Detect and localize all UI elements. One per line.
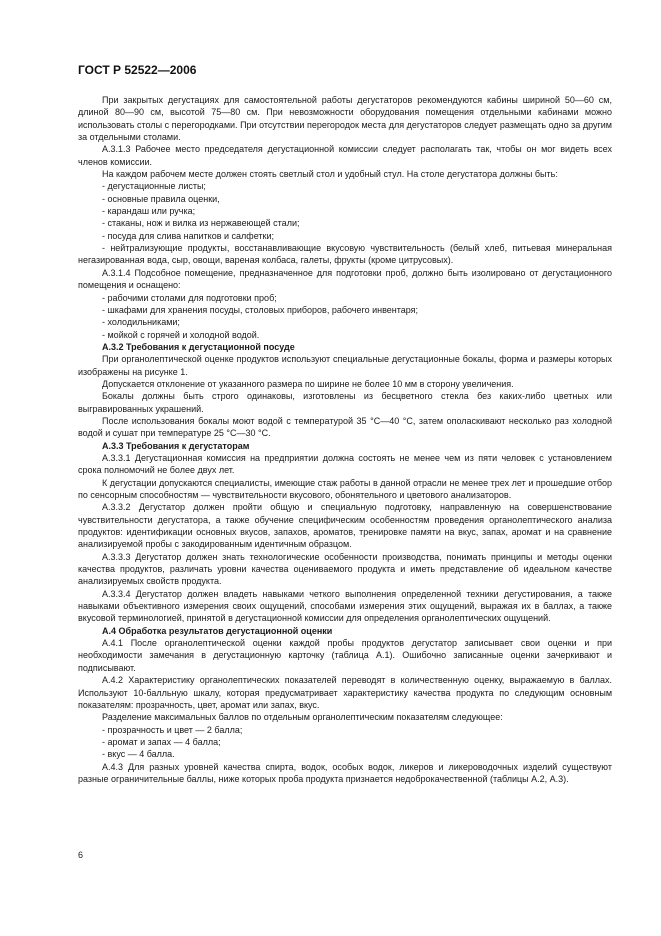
list-item: - основные правила оценки, (102, 193, 220, 204)
paragraph: А.4.3 Для разных уровней качества спирта, водок, особых водок, ликеров и ликероводочных изделий существуют разные ограничительные баллы, ниже которых проба продукта признается недоброкачественной (таблицы А.2, А.3). (78, 761, 612, 784)
paragraph: А.4.2 Характеристику органолептических показателей переводят в количественную оценку, выражаемую в баллах. Используют 10-балльную шкалу, которая предусматривает характеристику качества продукта по следующим основным показателям: прозрачность, цвет, аромат или запах, вкус. (78, 675, 612, 710)
list-item: - карандаш или ручка; (102, 206, 196, 217)
list-item: - холодильниками; (102, 317, 180, 328)
paragraph: При закрытых дегустациях для самостоятельной работы дегустаторов рекомендуются кабины шириной 50—60 см, длиной 80—90 см, высотой 75—80 см. При невозможности оборудования помещения отдельными кабинами можно использовать столы с перегородками. При отсутствии перегородок места для дегустаторов следует размещать одно за другим за отдельными столами. (78, 95, 612, 143)
paragraph: После использования бокалы моют водой с температурой 35 °С—40 °С, затем ополаскивают несколько раз холодной водой и сушат при температуре 25 °С—30 °С. (78, 415, 612, 439)
paragraph: А.3.1.3 Рабочее место председателя дегустационной комиссии следует располагать так, чтобы он мог видеть всех членов комиссии. (78, 144, 612, 167)
list-item: - вкус — 4 балла. (102, 749, 175, 760)
paragraph: К дегустации допускаются специалисты, имеющие стаж работы в данной отрасли не менее трех лет и прошедшие отбор по сенсорным способностям — чувствительности вкусового, обонятельного и цветового анализаторов. (78, 477, 612, 500)
list-item: - аромат и запах — 4 балла; (102, 736, 221, 747)
list-item: - посуда для слива напитков и салфетки; (102, 230, 274, 241)
paragraph: - нейтрализующие продукты, восстанавливающие вкусовую чувствительность (белый хлеб, питьевая минеральная негазированная вода, сыр, овощи, вареная колбаса, галеты, фрукты (кроме цитрусовых). (78, 243, 612, 266)
list-item: - прозрачность и цвет — 2 балла; (102, 724, 243, 735)
paragraph: Разделение максимальных баллов по отдельным органолептическим показателям следующее: (102, 712, 503, 723)
paragraph: Бокалы должны быть строго одинаковы, изготовлены из бесцветного стекла без каких-либо цветных или выгравированных украшений. (78, 391, 612, 414)
paragraph: Допускается отклонение от указанного размера по ширине не более 10 мм в сторону увеличения. (102, 378, 514, 389)
list-item: - мойкой с горячей и холодной водой. (102, 329, 260, 340)
paragraph: А.3.3.2 Дегустатор должен пройти общую и специальную подготовку, направленную на совершенствование чувствительности дегустатора, а также обучение специфическим особенностям проведения органолептического анализа продуктов: идентификации основных вкусов, запахов, ароматов, тренировке памяти на вкус, запах, аромат и на сравнение анализируемой пробы с закодированным идентичным образцом. (78, 502, 612, 550)
list-item: - стаканы, нож и вилка из нержавеющей стали; (102, 218, 300, 229)
paragraph: А.4.1 После органолептической оценки каждой пробы продуктов дегустатор записывает свои оценки и при необходимости замечания в дегустационную карточку (таблица А.1). Ошибочно записанные оценки зачеркивают и подписывают. (78, 638, 612, 673)
document-header: ГОСТ Р 52522—2006 (78, 63, 197, 77)
paragraph: При органолептической оценке продуктов используют специальные дегустационные бокалы, форма и размеры которых изображены на рисунке 1. (78, 354, 612, 377)
list-item: - шкафами для хранения посуды, столовых приборов, рабочего инвентаря; (102, 304, 419, 315)
section-heading: А.3.3 Требования к дегустаторам (102, 440, 250, 451)
section-heading: А.4 Обработка результатов дегустационной оценки (102, 625, 333, 636)
list-item: - дегустационные листы; (102, 181, 206, 192)
paragraph: А.3.3.3 Дегустатор должен знать технологические особенности производства, понимать принципы и методы оценки качества продуктов, различать уровни качества оцениваемого продукта и иметь представление об идеальном качестве анализируемых свойств продукта. (78, 551, 612, 587)
document-body (78, 94, 612, 785)
page-number: 6 (78, 850, 84, 860)
section-heading: А.3.2 Требования к дегустационной посуде (102, 341, 295, 352)
paragraph: А.3.1.4 Подсобное помещение, предназначенное для подготовки проб, должно быть изолировано от дегустационного помещения и оснащено: (78, 267, 612, 291)
paragraph: А.3.3.4 Дегустатор должен владеть навыками четкого выполнения определенной техники дегустирования, а также навыками объективного измерения своих ощущений, способами измерения этих ощущений, выражая их в баллах, а также вкусовой терминологией, принятой в дегустационной комиссии для определения органолептических ощущений. (78, 588, 612, 624)
list-item: - рабочими столами для подготовки проб; (102, 292, 277, 303)
paragraph: А.3.3.1 Дегустационная комиссия на предприятии должна состоять не менее чем из пяти человек с установлением срока полномочий не более двух лет. (78, 452, 612, 476)
paragraph: На каждом рабочем месте должен стоять светлый стол и удобный стул. На столе дегустатора должны быть: (102, 169, 558, 180)
